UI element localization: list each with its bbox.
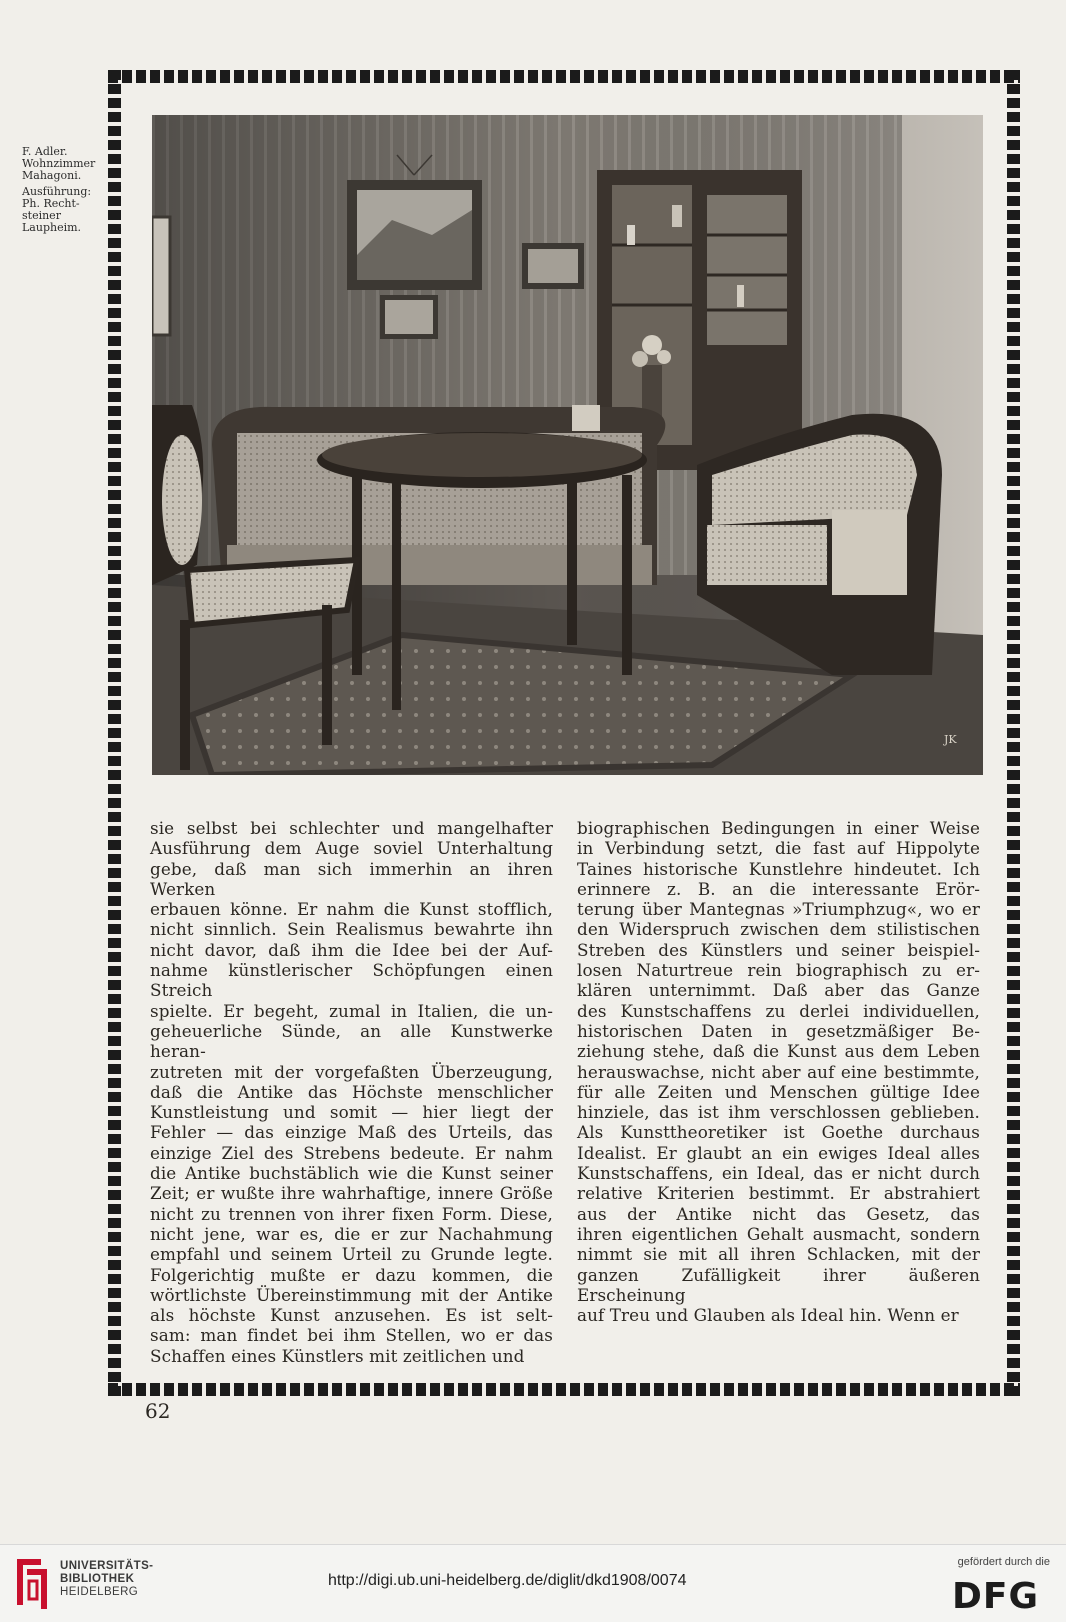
text-line: Kunstschaffens, ein Ideal, das er nicht durch [577,1163,980,1184]
text-line: geheuerliche Sünde, an alle Kunstwerke heran- [150,1020,553,1062]
text-line: Als Kunsttheoretiker ist Goethe durchaus [577,1122,980,1143]
text-line: aus der Antike nicht das Gesetz, das [577,1203,980,1224]
text-line: ganzen Zufälligkeit ihrer äußeren Erscheinung [577,1264,980,1305]
text-line: für alle Zeiten und Menschen gültige Idee [577,1081,980,1102]
text-line: Schaffen eines Künstlers mit zeitlichen und [150,1345,525,1366]
text-line: erbauen könne. Er nahm die Kunst stofflich, [150,899,553,920]
digitization-footer [0,1544,1066,1622]
text-line: gebe, daß man sich immerhin an ihren Werken [150,858,553,899]
text-line: ihren eigentlichen Gehalt ausmacht, sondern [577,1223,980,1244]
interior-photo [152,115,983,775]
caption-line: Ausführung: [22,185,92,198]
border-right [1007,70,1020,1396]
library-name-line: UNIVERSITÄTS- [60,1560,154,1572]
text-line: Kunstleistung und somit — hier liegt der [150,1102,553,1123]
dfg-logo-icon [952,1575,1050,1613]
text-line: die Antike buchstäblich wie die Kunst seiner [150,1163,553,1184]
page-number: 62 [145,1399,171,1423]
caption-line: Ph. Recht- [22,197,80,210]
text-line: ziehung stehe, daß die Kunst aus dem Leben [577,1041,980,1062]
text-line: daß die Antike das Höchste menschlicher [150,1081,553,1102]
border-bottom [108,1383,1020,1396]
text-line: spielte. Er begeht, zumal in Italien, die un- [150,1000,553,1021]
library-name-line: BIBLIOTHEK [60,1573,135,1585]
text-line: nicht sinnlich. Sein Realismus bewahrte ihn [150,919,553,940]
text-line: Idealist. Er glaubt an ein ewiges Ideal alles [577,1142,980,1163]
text-line: auf Treu und Glauben als Ideal hin. Wenn er [577,1305,959,1326]
text-line: losen Naturtreue rein biographisch zu er- [577,960,980,981]
text-line: sie selbst bei schlechter und mangelhafter [150,818,553,838]
text-line: den Widerspruch zwischen dem stilistischen [577,919,980,940]
caption-line: Mahagoni. [22,169,82,182]
text-line: herauswachse, nicht aber auf eine bestimmte, [577,1061,980,1082]
text-line: Fehler — das einzige Maß des Urteils, das [150,1122,553,1143]
text-line: Zeit; er wußte ihre wahrhaftige, innere Größe [150,1183,553,1204]
caption-line: steiner [22,209,61,222]
text-line: nicht jene, war es, die er zur Nachahmung [150,1223,553,1244]
caption-line: F. Adler. [22,145,68,158]
text-line: Streben des Künstlers und seiner beispiel- [577,939,980,960]
photo-drawing [152,115,983,775]
figure-caption [22,146,102,234]
text-line: Ausführung dem Auge soviel Unterhaltung [150,838,553,859]
text-line: empfahl und seinem Urteil zu Grunde legte. [150,1244,553,1265]
border-top [108,70,1020,83]
text-line: erinnere z. B. an die interessante Erör- [577,878,980,899]
text-line: sam: man findet bei ihm Stellen, wo er das [150,1325,553,1346]
text-line: klären unternimmt. Daß aber das Ganze [577,980,980,1001]
text-line: des Kunstschaffens zu derlei individuellen, [577,1000,980,1021]
text-line: historischen Daten in gesetzmäßiger Be- [577,1020,980,1041]
caption-line: Laupheim. [22,221,82,234]
text-line: Taines historische Kunstlehre hindeutet. Ich [577,858,980,879]
text-line: nimmt sie mit all ihren Schlacken, mit der [577,1244,980,1265]
border-left [108,70,121,1396]
text-line: relative Kriterien bestimmt. Er abstrahiert [577,1183,980,1204]
text-line: in Verbindung setzt, die fast auf Hippolyte [577,838,980,859]
text-line: einzige Ziel des Strebens bedeute. Er nahm [150,1142,553,1163]
funded-by-label: gefördert durch die [957,1556,1050,1568]
text-line: zutreten mit der vorgefaßten Überzeugung, [150,1061,553,1082]
text-line: terung über Mantegnas »Triumphzug«, wo er [577,899,980,920]
text-line: biographischen Bedingungen in einer Weise [577,818,980,838]
text-line: nicht zu trennen von ihrer fixen Form. Diese, [150,1203,553,1224]
text-line: nahme künstlerischer Schöpfungen einen Streich [150,960,553,1001]
text-line: Folgerichtig mußte er dazu kommen, die [150,1264,553,1285]
photo-monogram: JK [944,733,957,746]
text-line: wörtlichste Übereinstimmung mit der Antike [150,1284,553,1305]
dfg-logo-text: DFG [952,1576,1040,1613]
text-line: hinziele, das ist ihm verschlossen geblieben. [577,1102,980,1123]
permalink-url[interactable]: http://digi.ub.uni-heidelberg.de/diglit/dkd1908/0074 [328,1572,687,1589]
text-column-right [577,818,980,1325]
library-name-line: HEIDELBERG [60,1586,139,1598]
caption-line: Wohnzimmer [22,157,96,170]
text-line: als höchste Kunst anzusehen. Es ist selt- [150,1305,553,1326]
university-library-logo-icon [11,1555,53,1611]
library-name [60,1560,153,1599]
text-column-left [150,818,553,1366]
text-line: nicht davor, daß ihm die Idee bei der Auf- [150,939,553,960]
